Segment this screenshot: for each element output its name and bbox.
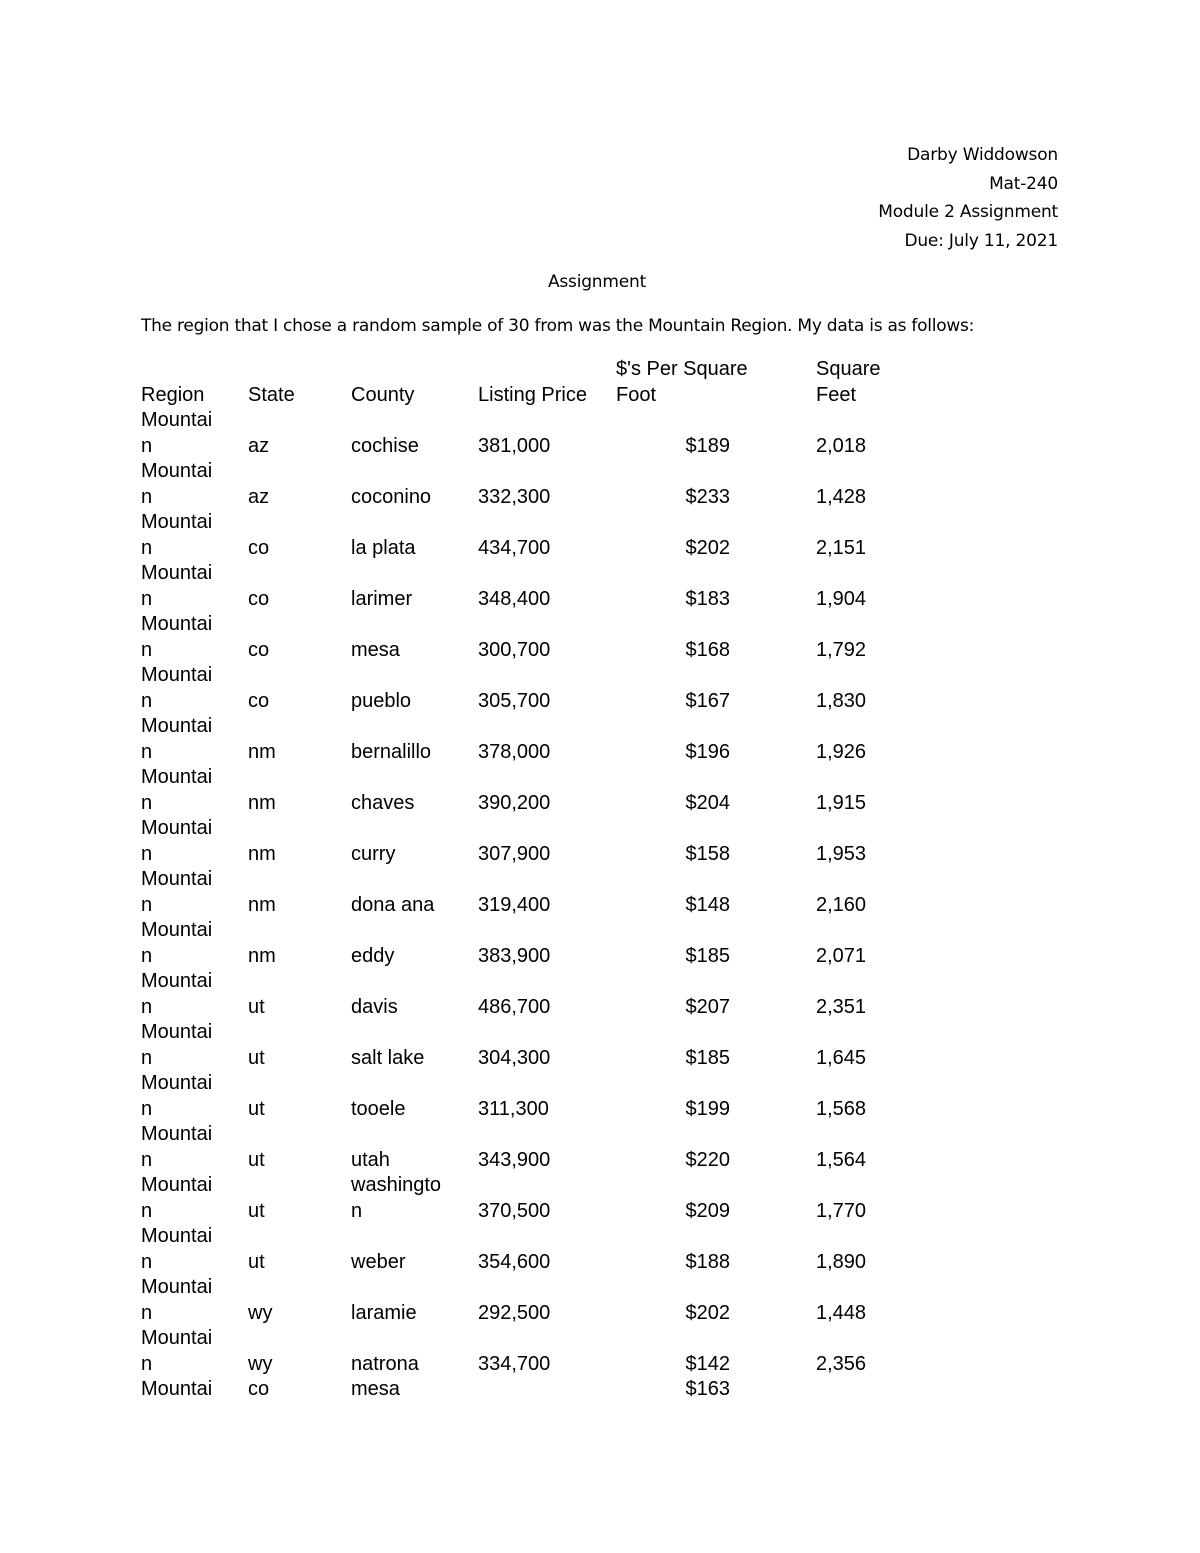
cell-region-line1: Mountai [141,409,213,431]
cell-region-line1: Mountai [141,511,213,533]
intro-paragraph: The region that I chose a random sample of 30 from was the Mountain Region. My data is as follows: [141,316,975,336]
cell-region-line2: n [141,1046,153,1069]
cell-region-line2: n [141,740,153,763]
cell-price-per-sqft: $163 [685,1378,730,1400]
cell-price-per-sqft: $199 [685,1097,730,1120]
cell-state: nm [248,944,276,967]
document-title: Assignment [547,272,647,292]
cell-listing-price: 378,000 [478,740,551,763]
cell-region-line2: n [141,434,153,457]
cell-county: chaves [351,791,415,814]
cell-listing-price: 334,700 [478,1352,551,1375]
cell-state: ut [248,1148,265,1171]
header-listing-price: Listing Price [478,383,587,406]
due-date: Due: July 11, 2021 [904,230,1058,251]
cell-region-line2: n [141,1352,153,1375]
cell-price-per-sqft: $196 [685,740,730,763]
cell-region-line1: Mountai [141,1276,213,1298]
cell-price-per-sqft: $183 [685,587,730,610]
cell-region-line1: Mountai [141,460,213,482]
cell-region-line1: Mountai [141,1072,213,1094]
cell-region-line2: n [141,587,153,610]
course-code: Mat-240 [989,173,1058,194]
cell-square-feet: 1,568 [816,1097,867,1120]
cell-state: ut [248,995,265,1018]
cell-region-line2: n [141,689,153,712]
author-info-block [878,141,1058,255]
cell-listing-price: 311,300 [478,1097,549,1120]
cell-county: weber [351,1250,406,1273]
cell-state: wy [248,1301,273,1324]
header-state: State [248,383,295,406]
cell-region-line2: n [141,1199,153,1222]
cell-county-line1: washingto [351,1174,442,1196]
cell-price-per-sqft: $233 [685,485,730,508]
cell-price-per-sqft: $142 [685,1352,730,1375]
cell-region-line2: n [141,842,153,865]
cell-state: co [248,689,270,712]
header-square-feet-line1: Square [816,358,881,380]
cell-state: co [248,536,270,559]
cell-listing-price: 383,900 [478,944,551,967]
cell-square-feet: 2,151 [816,536,867,559]
cell-region-line1: Mountai [141,766,213,788]
cell-county: mesa [351,638,400,661]
cell-region-line2: n [141,1148,153,1171]
cell-price-per-sqft: $158 [685,842,730,865]
cell-square-feet: 1,953 [816,842,867,865]
header-region: Region [141,383,205,406]
cell-state: nm [248,893,276,916]
cell-state: co [248,1378,270,1400]
cell-square-feet: 1,448 [816,1301,867,1324]
cell-county: davis [351,995,398,1018]
cell-region-line1: Mountai [141,1123,213,1145]
cell-region-line2: n [141,485,153,508]
cell-region: Mountai [141,1378,213,1400]
cell-listing-price: 332,300 [478,485,551,508]
cell-price-per-sqft: $189 [685,434,730,457]
header-price-per-sqft-line1: $'s Per Square [616,358,748,380]
assignment-name: Module 2 Assignment [878,202,1058,222]
cell-listing-price: 381,000 [478,434,551,457]
cell-county: pueblo [351,689,412,712]
cell-county: salt lake [351,1046,425,1069]
cell-region-line1: Mountai [141,919,213,941]
cell-region-line2: n [141,638,153,661]
cell-price-per-sqft: $188 [685,1250,730,1273]
cell-square-feet: 1,645 [816,1046,867,1069]
cell-listing-price: 304,300 [478,1046,551,1069]
cell-state: co [248,638,270,661]
cell-listing-price: 486,700 [478,995,551,1018]
cell-square-feet: 2,071 [816,944,867,967]
cell-listing-price: 390,200 [478,791,551,814]
cell-state: nm [248,842,276,865]
cell-price-per-sqft: $207 [685,995,730,1018]
cell-region-line1: Mountai [141,868,213,890]
cell-county: la plata [351,536,416,559]
cell-state: az [248,485,270,508]
cell-county: curry [351,842,396,865]
cell-county: mesa [351,1378,400,1400]
cell-square-feet: 2,356 [816,1352,867,1375]
cell-region-line2: n [141,995,153,1018]
cell-square-feet: 1,890 [816,1250,867,1273]
cell-region-line1: Mountai [141,1021,213,1043]
cell-county: dona ana [351,893,435,916]
cell-square-feet: 1,915 [816,791,867,814]
cell-price-per-sqft: $167 [685,689,730,712]
cell-price-per-sqft: $202 [685,1301,730,1324]
cell-square-feet: 2,018 [816,434,867,457]
cell-county: natrona [351,1352,419,1375]
cell-state: co [248,587,270,610]
author-name: Darby Widdowson [907,145,1058,165]
cell-square-feet: 1,830 [816,689,867,712]
cell-region-line1: Mountai [141,664,213,686]
cell-state: nm [248,791,276,814]
cell-region-line1: Mountai [141,970,213,992]
cell-county: larimer [351,587,413,610]
cell-region-line2: n [141,944,153,967]
cell-county-line2: n [351,1199,363,1222]
cell-region-line2: n [141,1250,153,1273]
cell-price-per-sqft: $209 [685,1199,730,1222]
cell-county: laramie [351,1301,417,1324]
cell-region-line1: Mountai [141,1327,213,1349]
cell-region-line2: n [141,1301,153,1324]
cell-price-per-sqft: $148 [685,893,730,916]
cell-square-feet: 1,770 [816,1199,867,1222]
cell-listing-price: 370,500 [478,1199,551,1222]
cell-square-feet: 1,792 [816,638,867,661]
cell-price-per-sqft: $202 [685,536,730,559]
cell-county: bernalillo [351,740,432,763]
cell-price-per-sqft: $204 [685,791,730,814]
cell-price-per-sqft: $185 [685,1046,730,1069]
header-price-per-sqft-line2: Foot [616,383,657,406]
cell-listing-price: 292,500 [478,1301,551,1324]
cell-square-feet: 1,428 [816,485,867,508]
cell-region-line1: Mountai [141,817,213,839]
cell-region-line1: Mountai [141,1174,213,1196]
cell-region-line1: Mountai [141,613,213,635]
cell-listing-price: 343,900 [478,1148,551,1171]
cell-county: eddy [351,944,395,967]
cell-state: ut [248,1097,265,1120]
cell-listing-price: 354,600 [478,1250,551,1273]
cell-county: coconino [351,485,432,508]
cell-price-per-sqft: $185 [685,944,730,967]
cell-square-feet: 1,904 [816,587,867,610]
cell-price-per-sqft: $168 [685,638,730,661]
cell-state: ut [248,1046,265,1069]
cell-price-per-sqft: $220 [685,1148,730,1171]
cell-square-feet: 1,926 [816,740,867,763]
cell-listing-price: 307,900 [478,842,551,865]
cell-listing-price: 300,700 [478,638,551,661]
cell-square-feet: 2,351 [816,995,867,1018]
cell-listing-price: 348,400 [478,587,551,610]
cell-state: az [248,434,270,457]
cell-region-line2: n [141,893,153,916]
cell-region-line1: Mountai [141,1225,213,1247]
cell-county: tooele [351,1097,406,1120]
cell-county: cochise [351,434,419,457]
cell-region-line2: n [141,536,153,559]
cell-listing-price: 434,700 [478,536,551,559]
cell-county: utah [351,1148,390,1171]
cell-listing-price: 305,700 [478,689,551,712]
cell-square-feet: 1,564 [816,1148,867,1171]
cell-state: ut [248,1250,265,1273]
cell-region-line1: Mountai [141,562,213,584]
cell-region-line1: Mountai [141,715,213,737]
cell-region-line2: n [141,1097,153,1120]
header-square-feet-line2: Feet [816,383,857,406]
cell-region-line2: n [141,791,153,814]
cell-state: ut [248,1199,265,1222]
cell-listing-price: 319,400 [478,893,551,916]
header-county: County [351,383,415,406]
cell-square-feet: 2,160 [816,893,867,916]
cell-state: wy [248,1352,273,1375]
cell-state: nm [248,740,276,763]
